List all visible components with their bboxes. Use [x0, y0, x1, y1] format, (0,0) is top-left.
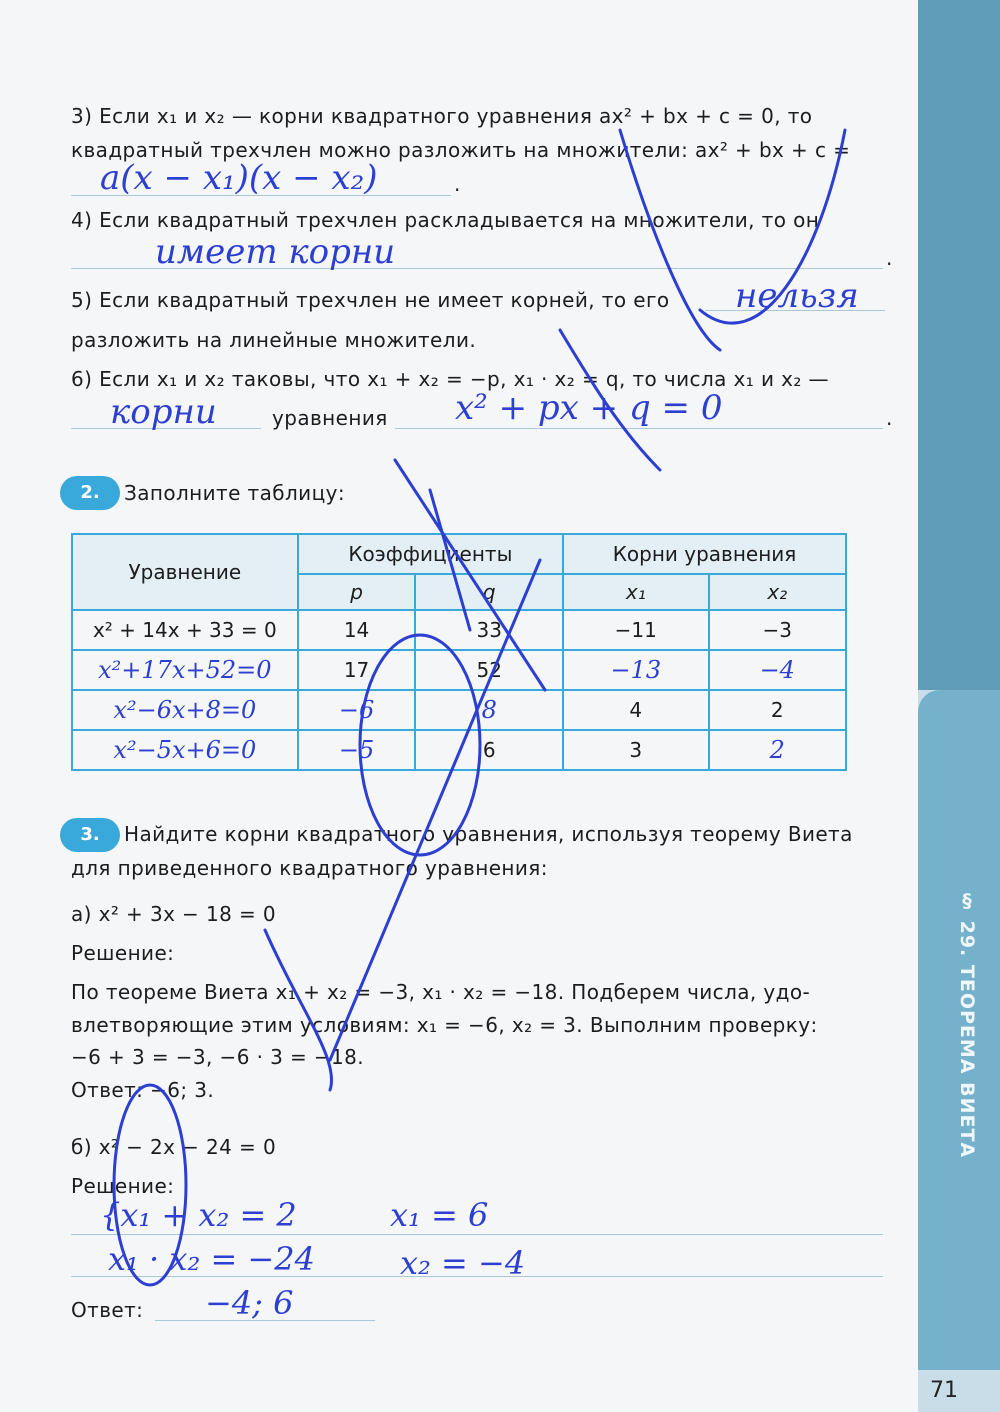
cell-q: 52 — [415, 650, 563, 690]
task3-title-line1: Найдите корни квадратного уравнения, используя теорему Виета — [124, 822, 853, 846]
item4-end: . — [886, 246, 893, 270]
item3-end: . — [454, 172, 461, 196]
item3-line1: 3) Если x₁ и x₂ — корни квадратного уравнения ax² + bx + c = 0, то — [71, 104, 813, 128]
cell-p: 17 — [298, 650, 416, 690]
task3b-hand3: x₁ = 6 — [390, 1196, 489, 1234]
cell-x1: −13 — [563, 650, 708, 690]
cell-p: −5 — [298, 730, 416, 770]
task3-title-line2: для приведенного квадратного уравнения: — [71, 856, 548, 880]
item6-line1: 6) Если x₁ и x₂ таковы, что x₁ + x₂ = −p, x₁ · x₂ = q, то числа x₁ и x₂ — — [71, 367, 829, 391]
task3b-hand4: x₂ = −4 — [400, 1244, 526, 1282]
sidebar — [918, 0, 1000, 1412]
task2-number: 2. — [60, 476, 120, 510]
table-row — [72, 690, 846, 730]
item5-line2: разложить на линейные множители. — [71, 328, 477, 352]
task3b-answer-label: Ответ: — [71, 1298, 144, 1322]
task3a-line1: По теореме Виета x₁ + x₂ = −3, x₁ · x₂ = −18. Подберем числа, удо- — [71, 980, 811, 1004]
header-coefficients: Коэффициенты — [298, 534, 563, 574]
item6-answer1: корни — [110, 392, 217, 432]
item3-answer: a(x − x₁)(x − x₂) — [100, 158, 378, 198]
item4-answer: имеет корни — [155, 232, 396, 272]
cell-x1: 4 — [563, 690, 708, 730]
task2-title: Заполните таблицу: — [124, 481, 345, 505]
cell-x2: −4 — [709, 650, 846, 690]
task3a-label: а) x² + 3x − 18 = 0 — [71, 902, 277, 926]
header-equation: Уравнение — [72, 534, 298, 610]
item5-line1: 5) Если квадратный трехчлен не имеет корней, то его — [71, 288, 670, 312]
header-x1: x₁ — [563, 574, 708, 610]
task3a-line3: −6 + 3 = −3, −6 · 3 = −18. — [71, 1045, 365, 1069]
cell-p: −6 — [298, 690, 416, 730]
item6-answer2: x² + px + q = 0 — [455, 388, 723, 428]
item6-blank2 — [395, 428, 883, 429]
header-p: p — [298, 574, 416, 610]
task3-number: 3. — [60, 818, 120, 852]
sidebar-band-top — [918, 0, 1000, 690]
table-row — [72, 730, 846, 770]
section-title: § 29. ТЕОРЕМА ВИЕТА — [956, 890, 978, 1159]
cell-q: 8 — [415, 690, 563, 730]
task3b-hand1: {x₁ + x₂ = 2 — [100, 1196, 297, 1234]
task3b-blank1 — [71, 1234, 883, 1235]
header-x2: x₂ — [709, 574, 846, 610]
cell-x1: −11 — [563, 610, 708, 650]
item6-mid: уравнения — [272, 406, 388, 430]
task3a-solution: Решение: — [71, 941, 175, 965]
task3b-answer: −4; 6 — [205, 1284, 294, 1322]
roots-table — [71, 533, 847, 771]
cell-q: 6 — [415, 730, 563, 770]
table-row — [72, 650, 846, 690]
cell-q: 33 — [415, 610, 563, 650]
table-row — [72, 610, 846, 650]
task3b-solution: Решение: — [71, 1174, 175, 1198]
task3b-label: б) x² − 2x − 24 = 0 — [71, 1135, 277, 1159]
cell-p: 14 — [298, 610, 416, 650]
task3a-answer: Ответ: −6; 3. — [71, 1078, 215, 1102]
header-roots: Корни уравнения — [563, 534, 846, 574]
item5-answer: нельзя — [735, 276, 859, 316]
item4-line1: 4) Если квадратный трехчлен раскладывается на множители, то он — [71, 208, 820, 232]
cell-eq: x²−6x+8=0 — [72, 690, 298, 730]
item6-end: . — [886, 406, 893, 430]
cell-eq: x² + 14x + 33 = 0 — [72, 610, 298, 650]
cell-x1: 3 — [563, 730, 708, 770]
cell-x2: −3 — [709, 610, 846, 650]
header-q: q — [415, 574, 563, 610]
task3a-line2: влетворяющие этим условиям: x₁ = −6, x₂ = 3. Выполним проверку: — [71, 1013, 818, 1037]
cell-x2: 2 — [709, 690, 846, 730]
cell-eq: x²−5x+6=0 — [72, 730, 298, 770]
task3b-hand2: x₁ · x₂ = −24 — [108, 1240, 315, 1278]
cell-eq: x²+17x+52=0 — [72, 650, 298, 690]
item3-line2: квадратный трехчлен можно разложить на множители: ax² + bx + c = — [71, 138, 851, 162]
scribble-stroke — [620, 130, 720, 350]
page-number: 71 — [930, 1378, 958, 1403]
cell-x2: 2 — [709, 730, 846, 770]
